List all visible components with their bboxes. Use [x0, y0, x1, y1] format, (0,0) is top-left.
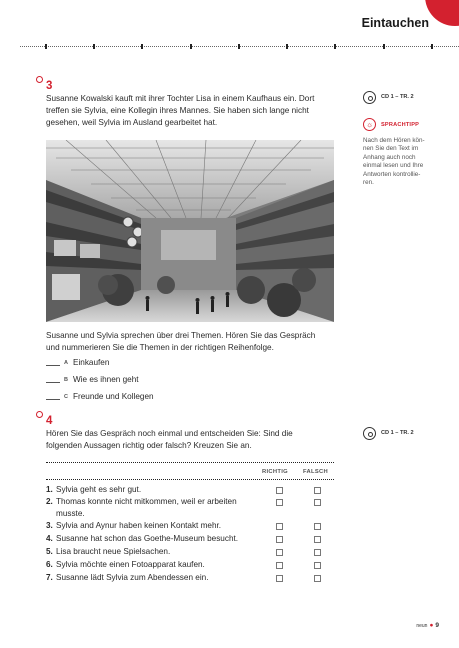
- statement-row: 4. Susanne hat schon das Goethe-Museum besucht.: [46, 533, 334, 545]
- richtig-checkbox[interactable]: [276, 536, 283, 543]
- richtig-checkbox[interactable]: [276, 562, 283, 569]
- falsch-checkbox[interactable]: [314, 536, 321, 543]
- falsch-checkbox[interactable]: [314, 487, 321, 494]
- statement-row: 7. Susanne lädt Sylvia zum Abendessen ein.: [46, 572, 334, 584]
- rule-tick: [431, 44, 433, 49]
- rule-tick: [238, 44, 240, 49]
- corner-decoration: [425, 0, 459, 26]
- falsch-checkbox[interactable]: [314, 499, 321, 506]
- rule-tick: [286, 44, 288, 49]
- richtig-checkbox[interactable]: [276, 523, 283, 530]
- answer-blank[interactable]: [46, 399, 60, 400]
- richtig-checkbox[interactable]: [276, 499, 283, 506]
- exercise-number: 3: [46, 80, 53, 92]
- mall-photo: [46, 140, 334, 322]
- exercise-task: Susanne und Sylvia sprechen über drei Themen. Hören Sie das Gespräch und nummerieren Sie die Themen in der richtigen Reihenfolge.: [46, 331, 316, 352]
- falsch-checkbox[interactable]: [314, 562, 321, 569]
- bullet-icon: ●: [429, 622, 434, 629]
- answer-blank[interactable]: [46, 382, 60, 383]
- rule-tick: [45, 44, 47, 49]
- tip-title: SPRACHTIPP: [381, 122, 420, 128]
- exercise-number: 4: [46, 415, 53, 427]
- cd-icon: [363, 91, 376, 104]
- option-b: B Wie es ihnen geht: [46, 374, 139, 386]
- rule-tick: [190, 44, 192, 49]
- richtig-checkbox[interactable]: [276, 575, 283, 582]
- statement-row: 1. Sylvia geht es sehr gut.: [46, 484, 334, 496]
- exercise-marker-icon: [36, 76, 43, 83]
- rule-tick: [93, 44, 95, 49]
- option-c: C Freunde und Kollegen: [46, 391, 154, 403]
- statement-row: 2. Thomas konnte nicht mitkommen, weil er arbeiten musste.: [46, 496, 334, 520]
- column-header-richtig: RICHTIG: [262, 469, 288, 475]
- exercise-intro: Susanne Kowalski kauft mit ihrer Tochter Lisa in einem Kaufhaus ein. Dort treffen sie Sylvia, eine Kollegin ihres Mannes. Sie haben sich lange nicht gesehen, weil Sylvia im Ausland gearbeitet hat.: [46, 94, 315, 127]
- statement-row: 6. Sylvia möchte einen Fotoapparat kaufen.: [46, 559, 334, 571]
- richtig-checkbox[interactable]: [276, 549, 283, 556]
- tip-body: Nach dem Hören kön- nen Sie den Text im Anhang auch noch einmal lesen und Ihre Antworten kontrollie- ren.: [363, 137, 425, 187]
- page-number: 9: [435, 622, 439, 629]
- rule-tick: [141, 44, 143, 49]
- exercise-marker-icon: [36, 411, 43, 418]
- page-footer: neun ● 9: [416, 622, 439, 629]
- exercise-intro: Hören Sie das Gespräch noch einmal und entscheiden Sie: Sind die folgenden Aussagen richtig oder falsch? Kreuzen Sie an.: [46, 429, 293, 450]
- table-rule: [46, 479, 334, 480]
- column-header-falsch: FALSCH: [303, 469, 328, 475]
- rule-tick: [383, 44, 385, 49]
- falsch-checkbox[interactable]: [314, 549, 321, 556]
- table-rule: [46, 462, 334, 463]
- rule-tick: [334, 44, 336, 49]
- option-a: A Einkaufen: [46, 357, 109, 369]
- richtig-checkbox[interactable]: [276, 487, 283, 494]
- cd-icon: [363, 427, 376, 440]
- statement-row: 3. Sylvia and Aynur haben keinen Kontakt mehr.: [46, 520, 334, 532]
- answer-blank[interactable]: [46, 365, 60, 366]
- lightbulb-icon: ☼: [363, 118, 376, 131]
- section-title: Eintauchen: [361, 16, 429, 30]
- falsch-checkbox[interactable]: [314, 575, 321, 582]
- statement-row: 5. Lisa braucht neue Spielsachen.: [46, 546, 334, 558]
- falsch-checkbox[interactable]: [314, 523, 321, 530]
